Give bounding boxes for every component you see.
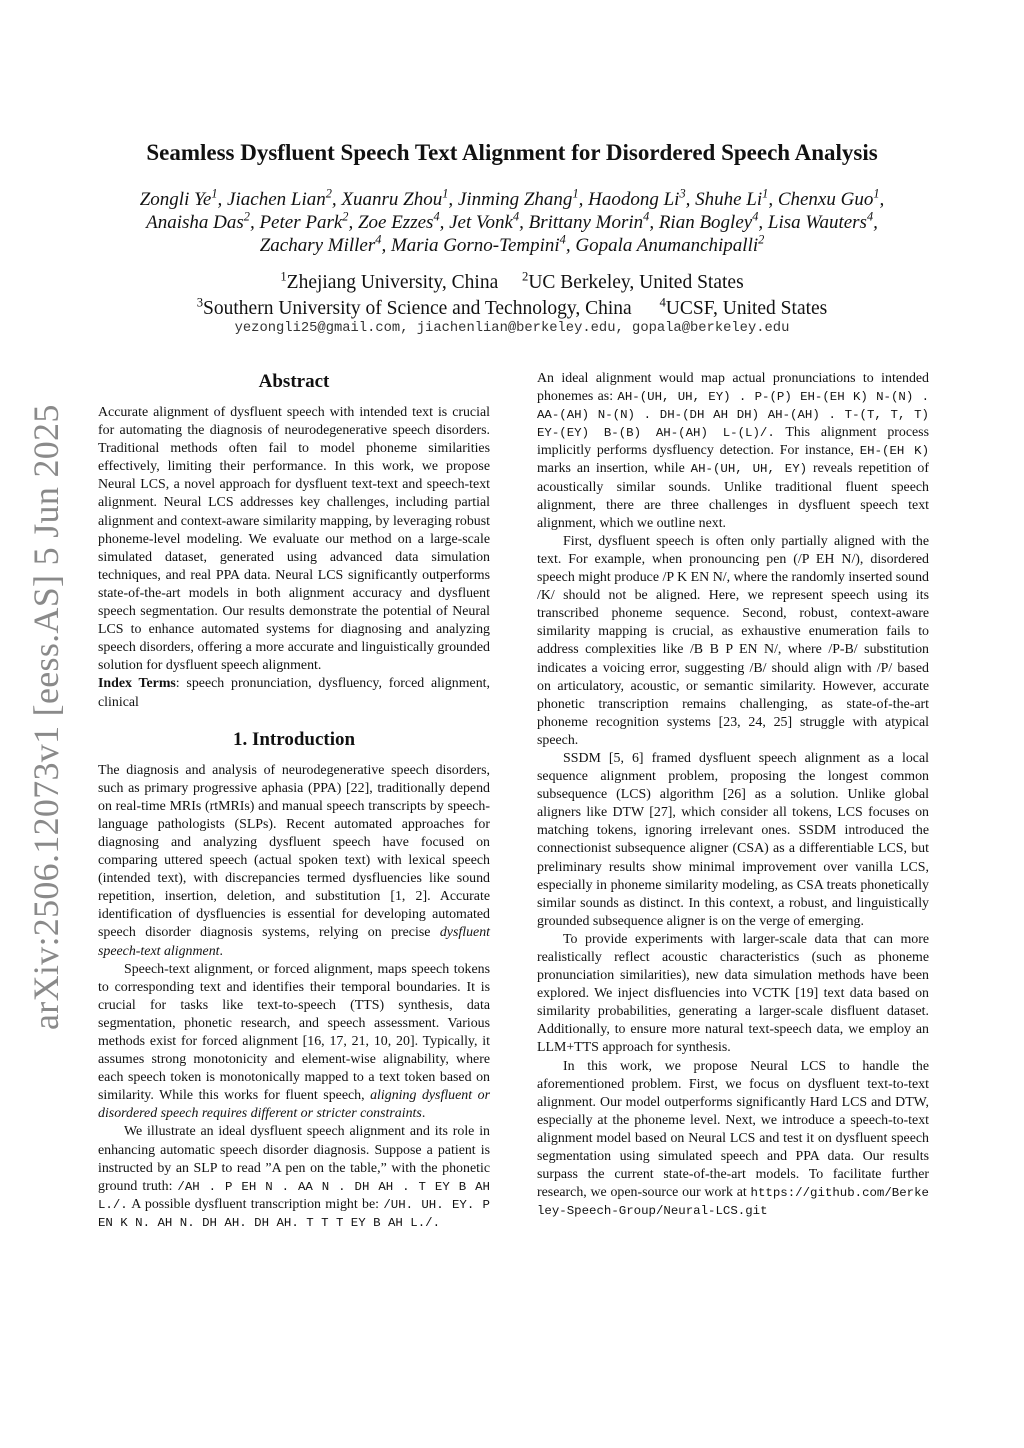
paragraph: The diagnosis and analysis of neurodegenerative speech disorders, such as primary progressive aphasia (PPA) [22], traditionally depend on real-time MRIs (rtMRIs) and manual speech transcripts by speech-language pathologists (SLPs). Recent automated approaches for diagnosing and analyzing dysfluent speech have focused on comparing uttered speech (actual spoken text) with lexical speech (intended text), with discrepancies termed dysfluencies like sound repetition, insertion, deletion, and substitution [1, 2]. Accurate identification of dysfluencies is essential for developing automated speech disorder diagnosis systems, relying on precise dysfluent speech-text alignment. bbox=[98, 762, 490, 959]
author-list bbox=[90, 188, 934, 257]
author-line: Zachary Miller$^4$, Maria Gorno-Tempini$^4$, Gopala Anumanchipalli$^2$ bbox=[259, 232, 765, 256]
affiliation: Zhejiang University, China bbox=[286, 272, 499, 293]
author: Gopala Anumanchipalli$^2$ bbox=[575, 232, 765, 256]
author: Peter Park$^2$ bbox=[259, 209, 349, 233]
author-line: Anaisha Das$^2$, Peter Park$^2$, Zoe Ezzes$^4$, Jet Vonk$^4$, Brittany Morin$^4$, Rian Bogley$^4$, Lisa Wauters$^4$, bbox=[146, 209, 878, 233]
abstract-heading: Abstract bbox=[258, 371, 330, 392]
paragraph: We illustrate an ideal dysfluent speech alignment and its role in enhancing automatic speech disorder diagnosis. Suppose a patient is instructed by an SLP to read ”A pen on the table,” with the phonetic ground truth: /AH . P EH N . AA N . DH AH . T EY B AH L./. A possible dysfluent transcription might be: /UH. UH. EY. P EN K N. AH N. DH AH. DH AH. T T T EY B AH L./. bbox=[98, 1124, 490, 1230]
affiliation: UC Berkeley, United States bbox=[528, 272, 744, 293]
paragraph: To provide experiments with larger-scale data that can more realistically reflect acoustic characteristics (such as phoneme pronunciation similarities), new data simulation methods have been explored. We inject disfluencies into VCTK [19] text data based on similarity probabilities, generating a larger-scale disfluent dataset. Additionally, to ensure more natural text-speech data, we employ an LLM+TTS approach for synthesis. bbox=[537, 931, 929, 1056]
author: Maria Gorno-Tempini$^4$ bbox=[390, 232, 566, 256]
left-column bbox=[98, 370, 490, 1232]
author: Jiachen Lian$^2$ bbox=[227, 186, 332, 210]
author: Rian Bogley$^4$ bbox=[658, 209, 759, 233]
introduction-heading: 1. Introduction bbox=[232, 728, 356, 750]
author: Xuanru Zhou$^1$ bbox=[341, 186, 449, 210]
paragraph: SSDM [5, 6] framed dysfluent speech alignment as a local sequence alignment problem, proposing the longest common subsequence (LCS) algorithm [26] as a solution. Unlike global aligners like DTW [27], which consider all tokens, LCS focuses on matching tokens, ignoring irrelevant ones. SSDM introduced the connectionist subsequence aligner (CSA) as a differentiable LCS, but preliminary results show minimal improvement over vanilla LCS, especially in phoneme similarity modeling, as CSA treats phonetically similar sounds as distinct. In this context, a robust, and linguistically grounded subsequence aligner is on the verge of emerging. bbox=[537, 750, 929, 929]
right-column bbox=[537, 370, 929, 1220]
author: Jinming Zhang$^1$ bbox=[457, 186, 579, 210]
paragraph: First, dysfluent speech is often only partially aligned with the text. For example, when pronouncing pen (/P EH N/), disordered speech might produce /P K EN N/, where the randomly inserted sound /K/ should not be aligned. Here, we represent speech using its transcribed phoneme sequence. Second, robust, context-aware similarity mapping is crucial, as exhaustive enumeration fails to address complexities like /B B P EN N/, where /P-B/ substitution indicates a voicing error, suggesting /B/ should align with /P/ based on articulatory, acoustic, or semantic similarity. However, accurate phonetic transcription remains challenging, as state-of-the-art phoneme recognition systems [23, 24, 25] struggle with atypical speech. bbox=[537, 533, 929, 748]
index-terms: Index Terms: speech pronunciation, dysfluency, forced alignment, clinical bbox=[98, 676, 490, 710]
author: Zongli Ye$^1$ bbox=[139, 186, 218, 210]
alignment-sequence: AH-(UH, UH, EY) . P-(P) EH-(EH K) N-(N) . AA-(AH) N-(N) . DH-(DH AH DH) AH-(AH) . T-(T, T, T) EY-(EY) B-(B) AH-(AH) L-(L)/. bbox=[537, 390, 929, 441]
author: Anaisha Das$^2$ bbox=[146, 209, 250, 233]
repository-link[interactable]: https://github.com/Berkeley-Speech-Group/Neural-LCS.git bbox=[537, 1186, 929, 1219]
paragraph: In this work, we propose Neural LCS to handle the aforementioned problem. First, we focus on dysfluent text-to-text alignment. Our model outperforms significantly Hard LCS and DTW, especially at the phoneme level. Next, we introduce a speech-to-text alignment model based on Neural LCS and test it on dysfluent speech segmentation using simulated speech and PPA data. Our results surpass the current state-of-the-art models. To facilitate further research, we open-source our work at https://github.com/Berkeley-Speech-Group/Neural-LCS.git bbox=[537, 1058, 929, 1219]
paragraph: Speech-text alignment, or forced alignment, maps speech tokens to corresponding text and identifies their temporal boundaries. It is crucial for tasks like text-to-speech (TTS) synthesis, data segmentation, phonetic research, and speech assessment. Various methods exist for forced alignment [16, 17, 21, 10, 20]. Typically, it assumes strong monotonicity and element-wise alignability, where each speech token is monotonically mapped to a text token based on similarity. While this works for fluent speech, aligning dysfluent or disordered speech requires different or stricter constraints. bbox=[98, 961, 490, 1122]
affiliation: Southern University of Science and Technology, China bbox=[203, 298, 632, 319]
author-emails: yezongli25@gmail.com, jiachenlian@berkeley.edu, gopala@berkeley.edu bbox=[234, 321, 790, 336]
paper-title: Seamless Dysfluent Speech Text Alignment for Disordered Speech Analysis bbox=[146, 140, 878, 165]
author: Shuhe Li$^1$ bbox=[695, 186, 769, 210]
author: Brittany Morin$^4$ bbox=[528, 209, 650, 233]
author-line: Zongli Ye$^1$, Jiachen Lian$^2$, Xuanru Zhou$^1$, Jinming Zhang$^1$, Haodong Li$^3$, Shuhe Li$^1$, Chenxu Guo$^1$, bbox=[139, 186, 885, 210]
phoneme-sequence: /AH . P EH N . AA N . DH AH . T EY B AH L./. bbox=[98, 1179, 490, 1212]
author: Haodong Li$^3$ bbox=[588, 186, 686, 210]
paragraph: An ideal alignment would map actual pronunciations to intended phonemes as: AH-(UH, UH, EY) . P-(P) EH-(EH K) N-(N) . AA-(AH) N-(N) . DH-(DH AH DH) AH-(AH) . T-(T, T, T) EY-(EY) B-(B) AH-(AH) L-(L)/. This alignment process implicitly performs dysfluency detection. For instance, EH-(EH K) marks an insertion, while AH-(UH, UH, EY) reveals repetition of acoustically similar sounds. Unlike traditional fluent speech alignment, there are three challenges in dysfluent speech text alignment, which we outline next. bbox=[537, 371, 930, 531]
affiliation-line: $^3$Southern University of Science and Technology, China $^4$UCSF, United States bbox=[196, 295, 828, 319]
author: Chenxu Guo$^1$ bbox=[777, 186, 880, 210]
affiliation-line: $^1$Zhejiang University, China $^2$UC Berkeley, United States bbox=[280, 269, 744, 293]
abstract-text: Accurate alignment of dysfluent speech with intended text is crucial for automating the diagnosis of neurodegenerative speech disorders. Traditional methods often fail to model phoneme similarities effectively, limiting their performance. In this work, we propose Neural LCS, a novel approach for dysfluent text-text and speech-text alignment. Neural LCS addresses key challenges, including partial alignment and context-aware similarity mapping, by leveraging robust phoneme-level modeling. We evaluate our method on a large-scale simulated dataset, generated using advanced data simulation techniques, and real PPA data. Neural LCS significantly outperforms state-of-the-art models in both alignment accuracy and dysfluent speech segmentation. Our results demonstrate the potential of Neural LCS to enhance automated systems for diagnosing and analyzing speech disorders, offering a more accurate and linguistically grounded solution for dysfluent speech alignment. bbox=[98, 405, 490, 674]
author: Zoe Ezzes$^4$ bbox=[357, 209, 440, 233]
arxiv-identifier: arXiv:2506.12073v1 [eess.AS] 5 Jun 2025 bbox=[26, 404, 66, 1030]
author: Lisa Wauters$^4$ bbox=[767, 209, 874, 233]
author: Jet Vonk$^4$ bbox=[449, 209, 520, 233]
affiliation: UCSF, United States bbox=[665, 298, 828, 319]
author: Zachary Miller$^4$ bbox=[259, 232, 382, 256]
phoneme-sequence: /UH. UH. EY. P EN K N. AH N. DH AH. DH AH. T T T EY B AH L./. bbox=[98, 1197, 490, 1230]
